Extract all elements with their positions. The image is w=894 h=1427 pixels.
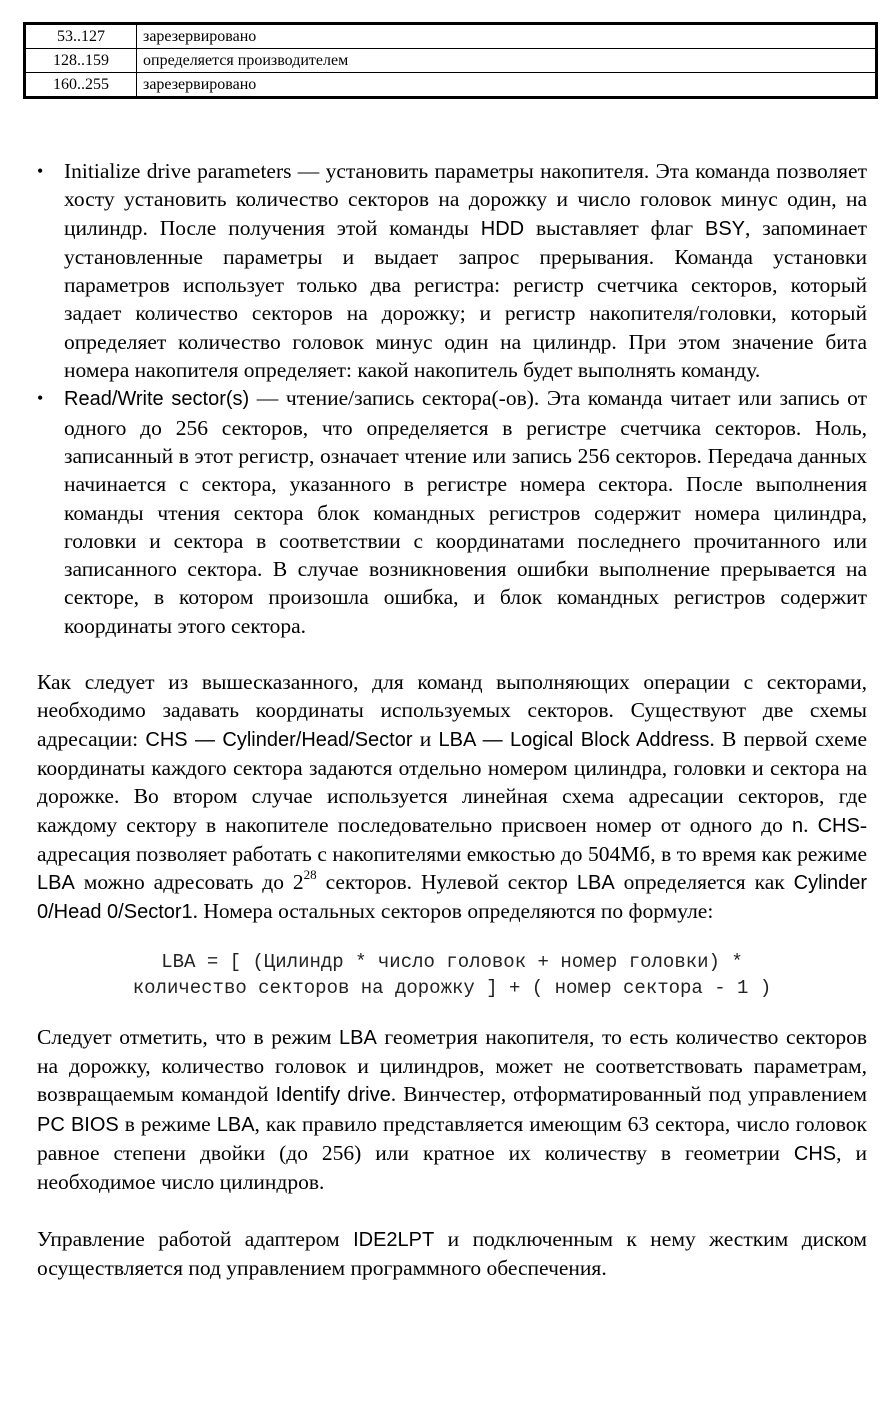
- para1-text: и: [412, 726, 439, 751]
- para1-text: .: [803, 812, 818, 837]
- table-row: [25, 24, 877, 49]
- cmd1-text-a: Initialize drive parameters — установить параметры накопителя. Эта команда позволяет хосту установить количество секторов на дорожку и число головок минус один, на цилиндр. После получения этой команды: [64, 159, 867, 240]
- cmd1-text-b: выставляет флаг: [524, 215, 705, 240]
- term-sector-zero: Cylinder 0/Head 0/Sector1: [37, 872, 867, 924]
- term-lba: LBA: [37, 872, 75, 895]
- term-read-write-sectors: Read/Write sector(s): [64, 388, 250, 411]
- para1-text: можно адресовать до 2: [74, 870, 304, 895]
- table-cell-meaning: зарезервировано: [137, 73, 877, 98]
- para2-text: , и необходимое число цилиндров.: [37, 1140, 868, 1195]
- bullet-icon: •: [37, 161, 44, 181]
- term-lba: LBA: [576, 872, 615, 895]
- para1-text: . В первой схеме координаты каждого сектора задаются отдельно номером цилиндра, головки и сектора на дорожке. Во втором случае используется линейная схема адресации секторов, где каждому сектору в накопителе последовательно присвоен номер от одного до: [37, 726, 867, 837]
- table-cell-range: 128..159: [25, 49, 137, 73]
- para2-text: в режиме: [118, 1111, 217, 1136]
- register-values-table: [23, 22, 878, 99]
- cmd2-text-a: — чтение/запись сектора(-ов). Эта команда читает или запись от одного до 256 секторов, что определяется в регистре счетчика секторов. Ноль, записанный в этот регистр, означает чтение или запись 256 секторов. Передача данных начинается с сектора, указанного в регистре номера сектора. После выполнения команды чтения сектора блок командных регистров содержит номера цилиндра, головки и сектора в соответствии с координатами последнего прочитанного или записанного сектора. В случае возникновения ошибки выполнение прерывается на секторе, в котором произошла ошибка, и блок командных регистров содержит координаты этого сектора.: [64, 386, 867, 638]
- para3-text: и подключенным к нему жестким диском осуществляется под управлением программного обеспечения.: [37, 1226, 867, 1280]
- para1-text: -адресация позволяет работать с накопителями емкостью до 504Мб, в то время как режиме: [37, 812, 867, 866]
- table-cell-meaning: зарезервировано: [137, 24, 877, 49]
- term-chs: CHS: [817, 814, 860, 837]
- para1-text: секторов. Нулевой сектор: [316, 870, 577, 895]
- term-lba: LBA: [216, 1113, 255, 1136]
- para2-text: Следует отметить, что в режим: [37, 1024, 340, 1049]
- paragraph-addressing: [37, 668, 867, 927]
- term-lba-definition: LBA — Logical Block Address: [438, 728, 710, 751]
- bullet-icon: •: [37, 388, 44, 409]
- document-body: [37, 157, 867, 1282]
- formula-line-1: LBA = [ (Цилиндр * число головок + номер головки) *: [161, 950, 743, 973]
- formula-line-2: количество секторов на дорожку ] + ( номер сектора - 1 ): [132, 976, 772, 999]
- para2-text: . Винчестер, отформатированный под управлением: [390, 1082, 867, 1107]
- para1-text: . Номера остальных секторов определяются по формуле:: [192, 899, 714, 924]
- para1-text: Как следует из вышесказанного, для команд выполняющих операции с секторами, необходимо задавать координаты используемых секторов. Существуют две схемы адресации:: [37, 670, 867, 751]
- term-chs-definition: CHS — Cylinder/Head/Sector: [145, 728, 413, 751]
- term-hdd: HDD: [480, 217, 525, 240]
- para3-text: Управление работой адаптером: [37, 1226, 354, 1251]
- para2-text: геометрия накопителя, то есть количество секторов на дорожку, количество головок и цилиндров, может не соответствовать параметрам, возвращаемым командой: [37, 1024, 867, 1107]
- term-n: n: [791, 814, 804, 837]
- list-item-read-write-sectors: [37, 384, 867, 640]
- table-row: [25, 49, 877, 73]
- table-cell-meaning: определяется производителем: [137, 49, 877, 73]
- term-bsy: BSY: [705, 217, 746, 240]
- term-chs: CHS: [793, 1142, 837, 1165]
- para1-text: определяется как: [614, 870, 794, 895]
- table-cell-range: 53..127: [25, 24, 137, 49]
- term-ide2lpt: IDE2LPT: [353, 1228, 435, 1251]
- term-lba: LBA: [339, 1026, 377, 1049]
- lba-formula: [37, 949, 867, 1001]
- term-identify-drive: Identify drive: [275, 1084, 391, 1107]
- exponent: 28: [303, 866, 317, 882]
- table-cell-range: 160..255: [25, 73, 137, 98]
- table-row: [25, 73, 877, 98]
- para2-text: , как правило представляется имеющим 63 сектора, число головок равное степени двойки (до 256) или кратное их количеству в геометрии: [37, 1111, 867, 1165]
- paragraph-lba-geometry: [37, 1023, 867, 1197]
- term-pc-bios: PC BIOS: [37, 1113, 119, 1136]
- list-item-initialize-drive-parameters: [37, 157, 867, 384]
- command-list: [37, 157, 867, 640]
- paragraph-adapter-control: [37, 1225, 867, 1283]
- cmd1-text-c: , запоминает установленные параметры и выдает запрос прерывания. Команда установки параметров использует только два регистра: регистр счетчика секторов, который задает количество секторов на дорожку; и регистр накопителя/головки, который определяет количество головок минус один на цилиндр. При этом значение бита номера накопителя определяет: какой накопитель будет выполнять команду.: [64, 215, 867, 383]
